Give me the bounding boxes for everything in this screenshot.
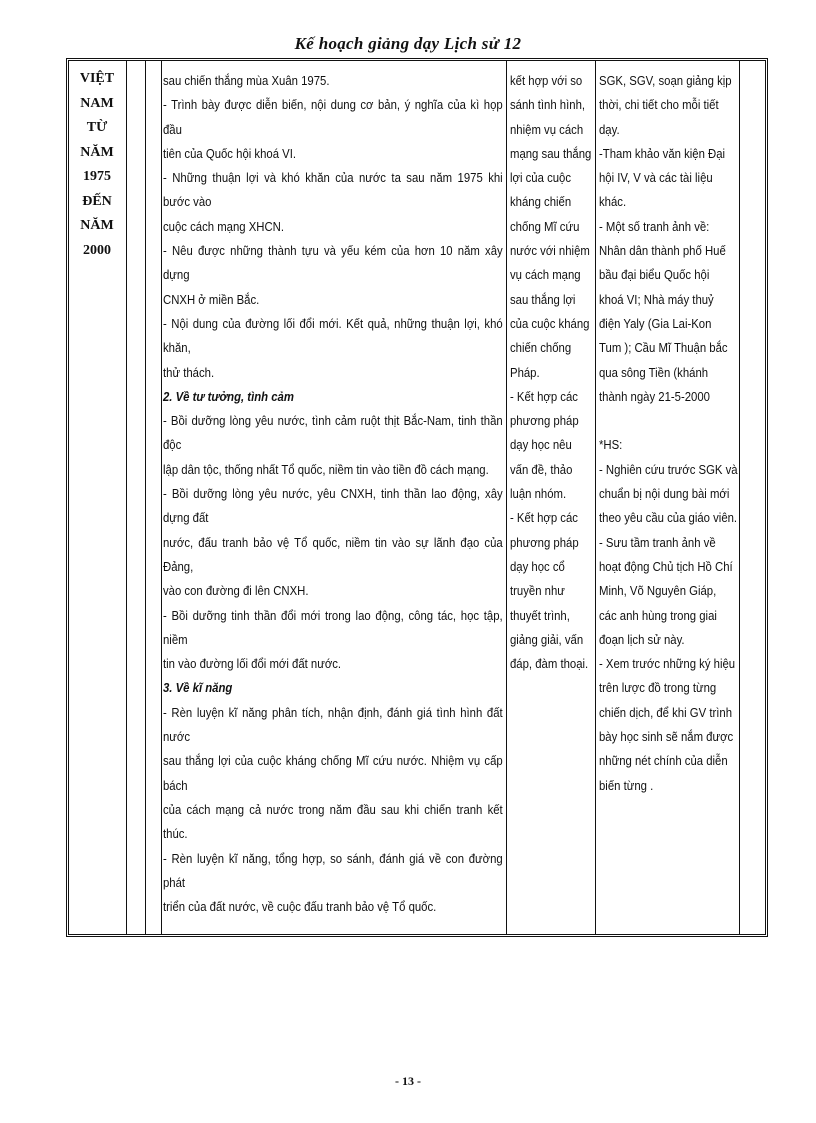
method-line: phương pháp bbox=[510, 534, 579, 550]
period-title-line: 1975 bbox=[83, 169, 111, 184]
preparation-line: đoạn lịch sử này. bbox=[599, 631, 685, 647]
method-line: vấn đề, thảo bbox=[510, 461, 573, 477]
method-line: sau thắng lợi bbox=[510, 291, 576, 307]
method-line: - Kết hợp các bbox=[510, 388, 578, 404]
preparation-line: qua sông Tiền (khánh bbox=[599, 364, 709, 380]
method-line: vụ cách mạng bbox=[510, 267, 581, 283]
goal-line: - Bồi dưỡng lòng yêu nước, tình cảm ruột thịt Bắc-Nam, tinh thần độc bbox=[163, 413, 503, 453]
method-line: nhiệm vụ cách bbox=[510, 121, 584, 137]
period-title-line: NAM bbox=[80, 95, 114, 111]
preparation-line: hội IV, V và các tài liệu bbox=[599, 170, 713, 186]
goal-line: 2. Về tư tưởng, tình cảm bbox=[163, 388, 294, 404]
method-line: lợi của cuộc bbox=[510, 170, 572, 186]
preparation-line: bày học sinh sẽ nắm được bbox=[599, 729, 734, 745]
goal-line: tin vào đường lối đổi mới đất nước. bbox=[163, 656, 342, 672]
preparation-line: thành ngày 21-5-2000 bbox=[599, 388, 710, 404]
goal-line: 3. Về kĩ năng bbox=[163, 680, 233, 696]
preparation-line: điện Yaly (Gia Lai-Kon bbox=[599, 315, 712, 331]
preparation-line: Nhân dân thành phố Huế bbox=[599, 243, 726, 259]
goal-line: - Rèn luyện kĩ năng phân tích, nhận định, đánh giá tình hình đất nước bbox=[163, 704, 503, 745]
preparation-line bbox=[599, 409, 740, 433]
method-line: chiến chống bbox=[510, 340, 572, 356]
preparation-line: khác. bbox=[599, 194, 627, 210]
goal-line: cuộc cách mạng XHCN. bbox=[163, 218, 285, 234]
method-line: - Kết hợp các bbox=[510, 510, 578, 526]
goal-line: - Những thuận lợi và khó khăn của nước ta sau năm 1975 khi bước vào bbox=[163, 170, 503, 210]
goal-line: lập dân tộc, thống nhất Tổ quốc, niềm tin vào tiền đồ cách mạng. bbox=[163, 461, 489, 477]
method-line: dạy học nêu bbox=[510, 437, 572, 453]
preparation-line: Minh, Võ Nguyên Giáp, bbox=[599, 583, 717, 599]
period-title-line: TỪ NĂM bbox=[80, 120, 114, 160]
preparation-line: *HS: bbox=[599, 437, 623, 453]
preparation-line: SGK, SGV, soạn giảng kịp bbox=[599, 73, 732, 88]
preparation-line: chuẩn bị nội dung bài mới bbox=[599, 486, 730, 502]
method-line: luận nhóm. bbox=[510, 486, 567, 502]
preparation-line: - Sưu tầm tranh ảnh về bbox=[599, 534, 716, 550]
preparation-line: theo yêu cầu của giáo viên. bbox=[599, 510, 738, 526]
method-line: thuyết trình, bbox=[510, 607, 570, 623]
goals-cell bbox=[163, 69, 503, 919]
goal-line: nước, đấu tranh bảo vệ Tổ quốc, niềm tin vào sự lãnh đạo của Đảng, bbox=[163, 534, 503, 574]
preparation-line: dạy. bbox=[599, 121, 620, 137]
period-title-line: 2000 bbox=[83, 242, 111, 258]
column-divider bbox=[145, 61, 146, 934]
goal-line: CNXH ở miền Bắc. bbox=[163, 291, 260, 307]
preparation-line: các anh hùng trong giai bbox=[599, 607, 717, 623]
preparation-line: -Tham khảo văn kiện Đại bbox=[599, 145, 726, 161]
method-line: của cuộc kháng bbox=[510, 315, 590, 331]
preparation-line: trên lược đồ trong từng bbox=[599, 680, 717, 696]
methods-cell bbox=[510, 69, 596, 676]
goal-line: sau chiến thắng mùa Xuân 1975. bbox=[163, 73, 330, 88]
method-line: đáp, đàm thoại. bbox=[510, 656, 589, 672]
preparation-line: khoá VI; Nhà máy thuỷ bbox=[599, 291, 714, 307]
method-line: chống Mĩ cứu bbox=[510, 218, 580, 234]
lesson-plan-table bbox=[66, 58, 768, 937]
period-title-line: NĂM bbox=[80, 218, 114, 233]
method-line: Pháp. bbox=[510, 364, 540, 380]
method-line: giảng giải, vấn bbox=[510, 631, 584, 647]
column-divider bbox=[161, 61, 162, 934]
goal-line: thử thách. bbox=[163, 364, 215, 380]
goal-line: sau thắng lợi của cuộc kháng chống Mĩ cứu nước. Nhiệm vụ cấp bách bbox=[163, 753, 503, 793]
method-line: mạng sau thắng bbox=[510, 145, 592, 161]
preparation-line: biến từng . bbox=[599, 777, 654, 793]
column-divider bbox=[126, 61, 127, 934]
goal-line: của cách mạng cả nước trong năm đầu sau khi chiến tranh kết thúc. bbox=[163, 801, 503, 842]
goal-line: triển của đất nước, về cuộc đấu tranh bảo vệ Tổ quốc. bbox=[163, 899, 437, 915]
column-divider bbox=[506, 61, 507, 934]
period-title-line: VIỆT bbox=[79, 71, 115, 86]
goal-line: - Bồi dưỡng lòng yêu nước, yêu CNXH, tinh thần lao động, xây dựng đất bbox=[163, 486, 503, 526]
page-number: - 13 - bbox=[395, 1074, 421, 1088]
method-line: phương pháp bbox=[510, 413, 579, 429]
preparation-line: bầu đại biểu Quốc hội bbox=[599, 267, 710, 283]
preparation-line: - Nghiên cứu trước SGK và bbox=[599, 461, 738, 477]
preparation-line: - Xem trước những ký hiệu bbox=[599, 656, 736, 672]
goal-line: - Nội dung của đường lối đổi mới. Kết quả, những thuận lợi, khó khăn, bbox=[163, 315, 503, 356]
goal-line: tiên của Quốc hội khoá VI. bbox=[163, 145, 297, 161]
preparation-line: - Một số tranh ảnh về: bbox=[599, 218, 710, 234]
method-line: truyền như bbox=[510, 583, 565, 599]
preparation-line: những nét chính của diễn bbox=[599, 753, 728, 769]
preparation-line: thời, chi tiết cho mỗi tiết bbox=[599, 97, 719, 113]
preparation-cell bbox=[599, 69, 740, 798]
goal-line: - Trình bày được diễn biến, nội dung cơ bản, ý nghĩa của kì họp đầu bbox=[163, 97, 503, 137]
preparation-line: Tum ); Cầu Mĩ Thuận bắc bbox=[599, 340, 728, 356]
goal-line: - Rèn luyện kĩ năng, tổng hợp, so sánh, đánh giá về con đường phát bbox=[163, 850, 503, 890]
method-line: dạy học cổ bbox=[510, 558, 565, 574]
method-line: nước với nhiệm bbox=[510, 243, 590, 259]
preparation-line: hoạt động Chủ tịch Hồ Chí bbox=[599, 558, 733, 574]
page-header: Kế hoạch giảng dạy Lịch sử 12 bbox=[294, 34, 522, 53]
goal-line: vào con đường đi lên CNXH. bbox=[163, 583, 309, 599]
preparation-line: chiến dịch, để khi GV trình bbox=[599, 704, 733, 720]
period-title-cell bbox=[71, 67, 123, 263]
goal-line: - Bồi dưỡng tinh thần đổi mới trong lao động, công tác, học tập, niềm bbox=[163, 607, 503, 647]
method-line: kháng chiến bbox=[510, 194, 572, 210]
goal-line: - Nêu được những thành tựu và yếu kém của hơn 10 năm xây dựng bbox=[163, 243, 503, 283]
method-line: sánh tình hình, bbox=[510, 97, 586, 113]
period-title-line: ĐẾN bbox=[82, 193, 112, 209]
method-line: kết hợp với so bbox=[510, 73, 583, 88]
